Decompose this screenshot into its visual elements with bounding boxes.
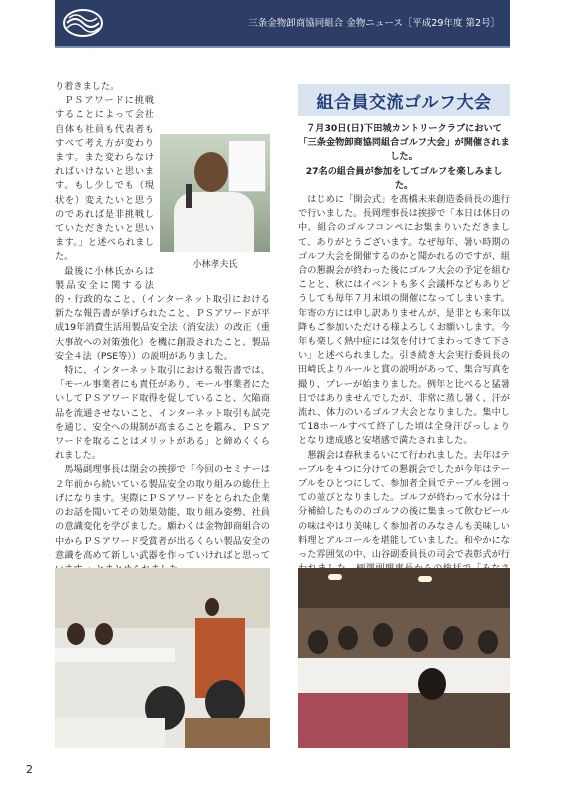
left-paragraph: ＰＳアワードに挑戦することによって会社自体も社員も代表者もすべて考え方が変わります。また変わらなければいけないと思います。もし少しでも（現状を）変えたいと思うのであれば是非挑戦していただきたいと思います。」と述べられました。 — [55, 95, 154, 263]
left-paragraph: 馬場副理事長は閉会の挨拶で「今回のセミナーは２年前から続いている製品安全の取り組みの総仕上げになります。実際にＰＳアワードをとられた企業のお話を聞いてその効果効能、取り組み姿勢、社員の意識変化を学びました。願わくは金物卸商組合の中からＰＳアワード受賞者が出るくらい製品安全の意識を高めて新しい武器を作っていければと思って — [55, 464, 270, 561]
right-paragraph: はじめに「開会式」を髙橋未来創造委員長の進行で行いました。長岡理事長は挨拶で「本日は休日の中、組合のゴルフコンペにお集まりいただきまして、ありがとうございます。なぜ毎年、暑い時期のゴルフ大会を開催するのかと聞かれるのですが、組合の懇親会が終わった後にゴルフ大会の予定を組むことと、秋にはイベントも多く会議杯などもありどうしても毎年７月末頃の開催になってしまいます。年寄の方には申し訳ありませんが、是非とも来年以降もご参加いただける様よろしくお願いします。今年も楽しく熱中症には気を付けてまわってきて下さい」と述べられました。引き続き大会実行委員長の田崎氏よりルールと賞の説明があって、集合写真を撮り、プレーが始まりました。例年と比べると猛暑日ではありませんでしたが、非常に蒸し暑く、汗が流れ、体力のいるゴルフ大会となりました。集中して18ホールすべて終了した頃は全身汗びっしょりとなり達成感と安堵感で満たされました。 — [298, 194, 510, 447]
golf-lead: ７月30日(日)下田城カントリークラブにおいて「三条金物卸商協同組合ゴルフ大会」が開催されました。 — [298, 123, 510, 163]
golf-lead-2: 27名の組合員が参加をしてゴルフを楽しみました。 — [305, 165, 503, 191]
page-number: 2 — [26, 763, 33, 776]
left-paragraph: 最後に小林氏からは製品安全に関する法的・行政的なこと、（インターネット取引における新たな報告書が挙げられたこと、ＰＳアワードが平成19年消費生活用製品安全法（消安法）の改正（重大事故への対策強化）を機に創設されたこと、製品安全４法（PSE等））の説明がありました。 — [55, 265, 270, 362]
seminar-photo — [55, 568, 270, 748]
banquet-photo — [298, 568, 510, 748]
left-column — [55, 80, 270, 620]
speaker-photo — [160, 134, 270, 252]
left-paragraph: 特に、インターネット取引における報告書では、「モール事業者にも責任があり、モール事業者にたいしてＰＳアワード取得を促していること、欠陥商品を流通させないこと、インターネット取引も試売を通じ、安全への規制が高まることを鑑み、ＰＳアワードを取ることはメリットがある」と締めくくられました。 — [55, 365, 270, 462]
association-logo-icon — [61, 6, 105, 40]
right-column — [298, 122, 510, 633]
golf-article-title-text: 組合員交流ゴルフ大会 — [316, 92, 492, 113]
golf-article-title — [298, 84, 510, 116]
header-rule — [55, 46, 510, 48]
page-header — [55, 0, 510, 46]
newsletter-title: 三条金物卸商協同組合 金物ニュース［平成29年度 第2号］ — [248, 18, 500, 29]
right-paragraph: 懇親会は春秋まるいにて行われました。去年はテーブルを４つに分けての懇親会でしたが今年はテーブルをひとつにして、参加者全員でテーブルを囲っての並びとなりました。ゴルフが終わって水分は十分補給したもののゴルフの後に集まって飲むビールの味はやはり美味しく参加者のみなさんも美味しい料理とアルコールを堪能していました。和やかになった雰囲気の中、山谷副委員長の司会で表彰式が行 — [298, 449, 510, 561]
left-paragraph: り着きました。 — [55, 81, 120, 92]
speaker-photo-block — [160, 134, 270, 276]
speaker-caption: 小林孝夫氏 — [192, 260, 238, 271]
